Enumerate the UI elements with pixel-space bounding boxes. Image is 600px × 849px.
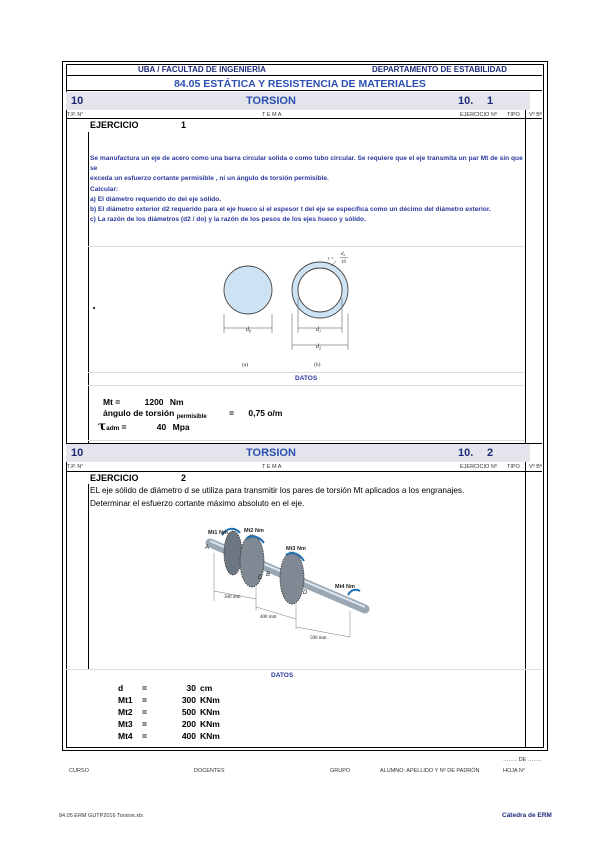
bullet-dot [93, 307, 95, 309]
topic-title: TORSION [246, 447, 296, 459]
row-value: 200 [181, 719, 196, 729]
tp-number: 10 [71, 447, 84, 459]
row-unit: KNm [200, 695, 220, 705]
ejercicio-label: EJERCICIO Nº [460, 112, 497, 118]
d0-label: $d_0$ [246, 327, 251, 334]
data-row-d [118, 683, 212, 693]
tp-number: 10 [71, 95, 84, 107]
angle-sub: permisible [176, 414, 207, 420]
dim-500: 500 mm [310, 636, 327, 641]
point-c: C [258, 575, 263, 581]
exercise-prefix: 10. [458, 95, 474, 107]
vb-label: Vº Bº [529, 464, 542, 470]
row-name: d [118, 683, 124, 693]
point-a: A [205, 545, 210, 551]
t-equation: t = [328, 257, 335, 262]
label-b: (b) [314, 362, 321, 368]
solid-shaft-circle [224, 266, 272, 314]
curso-label: CURSO [69, 768, 89, 774]
grid-line [88, 246, 525, 247]
d1-label: $d_1$ [316, 327, 321, 334]
header-divider-2 [66, 90, 542, 91]
mt-unit: Nm [169, 397, 184, 407]
exercise1-heading [90, 120, 186, 130]
statement-line: exceda un esfuerzo cortante permisible , ni un ángulo de torsión permisible. [90, 175, 329, 183]
statement-line: Se manufactura un eje de acero como una barra circular solida o como tubo circular. Se requiere que el eje transmita un par Mt de sin que se [90, 155, 523, 173]
tema-label: T E M A [262, 464, 282, 470]
left-content-line-2 [88, 484, 89, 670]
header-divider [66, 75, 542, 76]
t-denominator: 10 [341, 260, 346, 265]
d2-label: $d_2$ [316, 344, 321, 351]
angle-eq: = [229, 408, 235, 418]
statement-line: a) El diámetro requerido do del eje sólido. [90, 195, 222, 203]
hoja-label: HOJA N° [503, 768, 526, 774]
band1-bottom [66, 118, 542, 119]
angle-row [103, 408, 282, 418]
row-value: 30 [186, 683, 196, 693]
tp-label: T.P. N° [67, 112, 84, 118]
t-numerator: $d_2$ [341, 252, 346, 257]
mt-label: Mt = [103, 397, 121, 407]
hollow-shaft-inner [298, 268, 342, 312]
row-eq: = [142, 731, 147, 741]
institution-name: UBA / FACULTAD DE INGENIERÍA [138, 65, 266, 74]
ejercicio-label: EJERCICIO Nº [460, 464, 497, 470]
row-value: 400 [181, 731, 196, 741]
row-eq: = [142, 719, 147, 729]
course-title: 84.05 ESTÁTICA Y RESISTENCIA DE MATERIALES [174, 78, 426, 90]
grid-line [88, 440, 525, 441]
mt1-label: Mt1 Nm [208, 530, 228, 536]
label-a: (a) [242, 362, 249, 368]
row-unit: KNm [200, 719, 220, 729]
mt-value: 1200 [144, 397, 164, 407]
gear-shaft-figure [200, 521, 375, 645]
mt2-label: Mt2 Nm [244, 528, 264, 534]
exercise-number: 2 [487, 447, 494, 459]
row-name: Mt1 [118, 695, 133, 705]
tipo-label: TIPO [507, 464, 520, 470]
row-eq: = [142, 683, 147, 693]
tau-sub: adm [106, 425, 120, 432]
angle-value: 0,75 o/m [248, 408, 283, 418]
tau-eq: = [121, 422, 127, 432]
row-unit: KNm [200, 707, 220, 717]
tema-label: T E M A [262, 112, 282, 118]
statement-line: Determinar el esfuerzo cortante máximo absoluto en el eje. [90, 499, 305, 508]
grid-line [88, 372, 525, 373]
tau-symbol: τ [98, 419, 107, 433]
tau-row [98, 419, 190, 433]
grid-line [88, 385, 525, 386]
alumno-label: ALUMNO: APELLIDO Y Nº DE PADRÓN [380, 768, 480, 774]
band2-bottom [66, 471, 542, 472]
data-row-mt3 [118, 719, 220, 729]
data-row-mt2 [118, 707, 220, 717]
exercise2-heading-number: 2 [181, 473, 187, 483]
topic-title: TORSION [246, 95, 296, 107]
left-content-line [88, 132, 89, 462]
row-name: Mt4 [118, 731, 133, 741]
gear-3 [280, 552, 304, 604]
grupo-label: GRUPO [330, 768, 351, 774]
dim-400: 400 mm [260, 615, 277, 620]
data-row-mt4 [118, 731, 220, 741]
row-name: Mt2 [118, 707, 133, 717]
page-of-pages: …….. DE …….. [503, 757, 542, 763]
exercise1-statement [90, 154, 530, 225]
department-name: DEPARTAMENTO DE ESTABILIDAD [372, 65, 507, 74]
torque-arrow-4 [348, 590, 360, 595]
point-d: D [303, 590, 308, 596]
gear-1 [224, 531, 242, 575]
file-name: 84.05 ERM GUTP2016 Torsion.xls [59, 813, 143, 819]
data-row-mt1 [118, 695, 220, 705]
vb-label: Vº Bº [529, 112, 542, 118]
exercise2-heading-word: EJERCICIO [90, 473, 139, 483]
exercise-number: 1 [487, 95, 494, 107]
grid-line [66, 669, 542, 670]
statement-line: b) El diámetro exterior d2 requerido para el eje hueco si el espesor t del eje se especifica como un décimo del diámetro exterior. [90, 206, 491, 214]
row-unit: KNm [200, 731, 220, 741]
exercise2-data-title: DATOS [271, 672, 294, 679]
exercise1-heading-number: 1 [181, 120, 187, 130]
exercise1-heading-word: EJERCICIO [90, 120, 139, 130]
tau-value: 40 [156, 422, 167, 432]
angle-label: ángulo de torsión [103, 408, 175, 418]
exercise-prefix: 10. [458, 447, 474, 459]
dim-300: 300 mm [224, 595, 241, 600]
exercise2-statement [90, 484, 530, 510]
row-value: 300 [181, 695, 196, 705]
statement-line: Calcular: [90, 185, 119, 193]
point-b: B [266, 572, 271, 578]
row-name: Mt3 [118, 719, 133, 729]
statement-line: c) La razón de los diámetros (d2 / do) y la razón de los pesos de los ejes hueco y sólido. [90, 216, 366, 224]
row-eq: = [142, 707, 147, 717]
docentes-label: DOCENTES [194, 768, 225, 774]
statement-line: EL eje sólido de diámetro d se utiliza para transmitir los pares de torsión Mt aplicados a los engranajes. [90, 486, 465, 495]
tp-label: T.P. N° [67, 464, 84, 470]
tipo-label: TIPO [507, 112, 520, 118]
shaft-cross-sections-figure [210, 248, 360, 372]
mt3-label: Mt3 Nm [286, 546, 306, 552]
catedra-label: Cátedra de ERM [502, 812, 552, 819]
row-unit: cm [200, 683, 213, 693]
tau-unit: Mpa [172, 422, 190, 432]
mt4-label: Mt4 Nm [335, 584, 355, 590]
band2-top [66, 443, 542, 444]
mt-row [103, 397, 184, 407]
exercise1-data-title: DATOS [295, 375, 318, 382]
row-value: 500 [181, 707, 196, 717]
row-eq: = [142, 695, 147, 705]
exercise2-heading [90, 473, 186, 483]
